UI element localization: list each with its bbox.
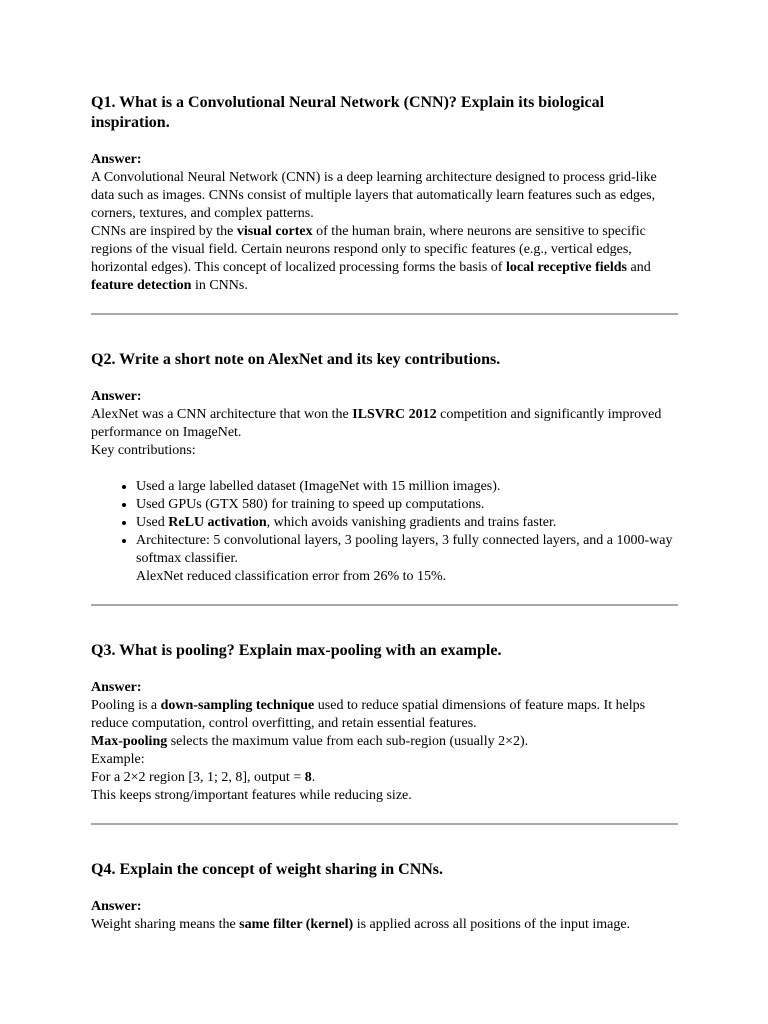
q4-answer-label: Answer: [91, 899, 142, 914]
list-item: • Used a large labelled dataset (ImageNet with 15 million images). [136, 478, 678, 496]
q1-paragraph-1: A Convolutional Neural Network (CNN) is a deep learning architecture designed to process grid-like data such as images. CNNs consist of multiple layers that automatically learn features such as edges, corners, textures, and complex patterns. [91, 170, 657, 221]
q3-paragraph-4: For a 2×2 region [3, 1; 2, 8], output = 8. [91, 770, 316, 785]
q4-heading: Q4. Explain the concept of weight sharing in CNNs. [91, 861, 444, 878]
q2-paragraph-2: Key contributions: [91, 443, 196, 458]
q3-paragraph-1: Pooling is a down-sampling technique used to reduce spatial dimensions of feature maps. It helps reduce computation, control overfitting, and retain essential features. [91, 698, 646, 731]
q2-heading: Q2. Write a short note on AlexNet and its key contributions. [91, 351, 501, 368]
q3-paragraph-3: Example: [91, 752, 145, 767]
q2-paragraph-1: AlexNet was a CNN architecture that won the ILSVRC 2012 competition and significantly improved performance on ImageNet. [91, 407, 662, 440]
q2-contributions-list [91, 478, 678, 586]
q2-answer-label: Answer: [91, 389, 142, 404]
q4-paragraph-1: Weight sharing means the same filter (kernel) is applied across all positions of the input image. [91, 917, 631, 932]
list-item: • Used ReLU activation, which avoids vanishing gradients and trains faster. [136, 514, 678, 532]
q3-answer-label: Answer: [91, 680, 142, 695]
q3-heading: Q3. What is pooling? Explain max-pooling with an example. [91, 642, 502, 659]
q1-heading: Q1. What is a Convolutional Neural Network (CNN)? Explain its biological inspiration. [91, 94, 605, 131]
q3-paragraph-2: Max-pooling selects the maximum value from each sub-region (usually 2×2). [91, 734, 529, 749]
q1-paragraph-2: CNNs are inspired by the visual cortex of the human brain, where neurons are sensitive to specific regions of the visual field. Certain neurons respond only to specific features (e.g., vertical edges, horizontal edges). This concept of localized processing forms the basis of local receptive fields and feature detection in CNNs. [91, 224, 651, 293]
q1-answer-label: Answer: [91, 152, 142, 167]
q3-paragraph-5: This keeps strong/important features while reducing size. [91, 788, 412, 803]
list-item: • Architecture: 5 convolutional layers, 3 pooling layers, 3 fully connected layers, and a 1000-way softmax classifier. AlexNet reduced classification error from 26% to 15%. [136, 532, 678, 586]
list-item: • Used GPUs (GTX 580) for training to speed up computations. [136, 496, 678, 514]
